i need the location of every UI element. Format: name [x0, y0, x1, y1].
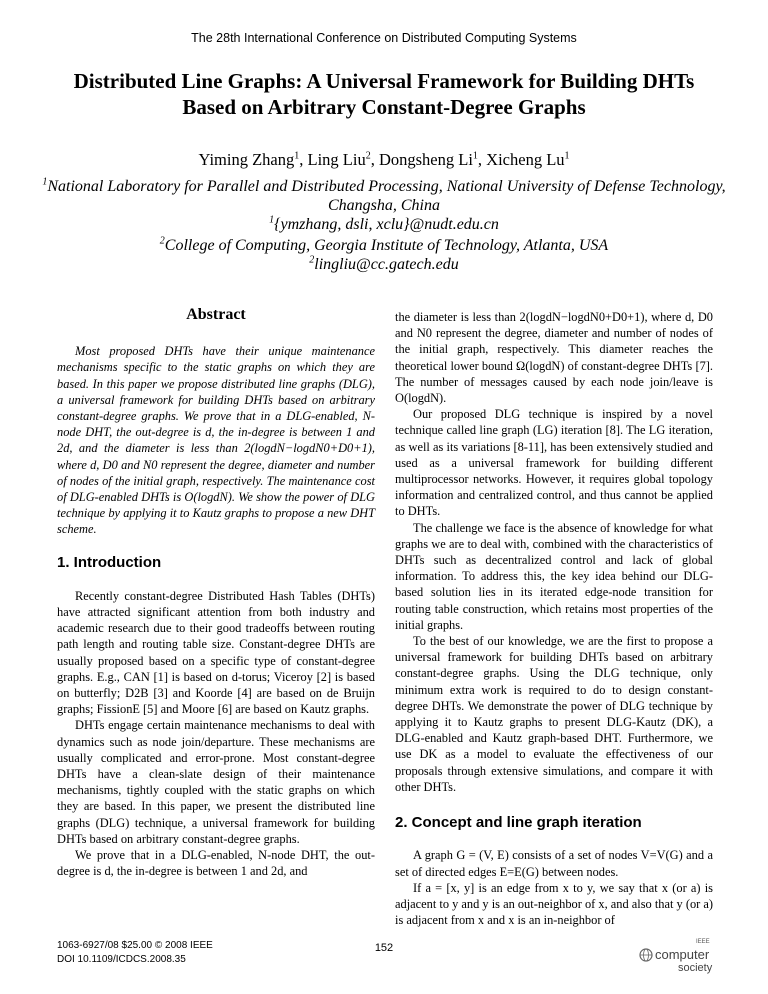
author-sup: 1 — [564, 150, 570, 162]
section-heading-concept: 2. Concept and line graph iteration — [395, 814, 642, 832]
affiliation-sup: 1 — [269, 214, 275, 226]
affiliation-text: National Laboratory for Parallel and Distributed Processing, National University of Defense Technology, Changsha, China — [47, 178, 726, 214]
doi-line: DOI 10.1109/ICDCS.2008.35 — [57, 954, 186, 965]
abstract-heading: Abstract — [186, 306, 246, 323]
body-paragraph: A graph G = (V, E) consists of a set of nodes V=V(G) and a set of directed edges E=E(G) between nodes. — [395, 848, 713, 879]
body-paragraph: the diameter is less than 2(logdN−logdN0+D0+1), where d, D0 and N0 represent the degree, diameter and number of nodes of the initial graph, respectively. This diameter reaches the theoretical lower bound Ω(logdN) of constant-degree DHTs [7]. The number of messages caused by each node join/leave is O(logdN). — [395, 310, 713, 406]
email-line — [40, 215, 728, 234]
author-name: Xicheng Lu — [486, 150, 565, 169]
author-sup: 2 — [365, 150, 371, 162]
affiliation-sup: 2 — [309, 254, 315, 266]
body-paragraph: The challenge we face is the absence of knowledge for what graphs we are to deal with, combined with the characteristics of DHTs such as decentralized control and lack of global information. To address this, the key idea behind our DLG-based solution lies in its iterated edge-node transition for routing table construction, which retains most properties of the initial graphs. — [395, 520, 713, 632]
affiliation — [40, 177, 728, 215]
abstract-text: Most proposed DHTs have their unique maintenance mechanisms specific to the static graphs on which they are based. In this paper we propose distributed line graphs (DLG), a universal framework for building DHTs based on arbitrary constant-degree graphs. We prove that in a DLG-enabled, N-node DHT, the out-degree is d, the in-degree is between 1 and 2d, and the diameter is less than 2(logdN−logdN0+D0+1), where d, D0 and N0 represent the degree, diameter and number of nodes of the initial graph, respectively. The maintenance cost of DLG-enabled DHTs is O(logdN). We show the power of DLG technique by applying it to Kautz graphs to propose a new DHT scheme. — [57, 344, 375, 537]
body-paragraph: To the best of our knowledge, we are the first to propose a universal framework for building DHTs based on arbitrary constant-degree graphs. Using the DLG technique, only minimum extra work is required to do to design constant-degree DHTs. We demonstrate the power of DLG technique by applying it to Kautz graphs to present DLG-Kautz (DK), a DLG-enabled and Kautz graph-based DHT. Furthermore, we use DK as a model to evaluate the effectiveness of our proposals through extensive simulations, and compare it with other DHTs. — [395, 634, 713, 794]
logo-text-top: IEEE — [696, 939, 710, 945]
logo-text-sub: society — [678, 962, 713, 974]
author-name: Ling Liu — [307, 150, 366, 169]
affiliation-sup: 2 — [159, 235, 165, 247]
email-text: lingliu@cc.gatech.edu — [314, 256, 459, 273]
body-paragraph: DHTs engage certain maintenance mechanisms to deal with dynamics such as node join/departure. These mechanisms are usually complicated and error-prone. Most constant-degree DHTs have a clean-slate design of their maintenance mechanisms, tightly coupled with the static graphs on which they are based. In this paper, we present the distributed line graphs (DLG) technique, a universal framework for building DHTs based on arbitrary constant-degree graphs. — [57, 718, 375, 846]
ieee-computer-society-logo — [638, 935, 718, 975]
page-number: 152 — [374, 942, 394, 954]
author-name: Dongsheng Li — [378, 150, 473, 169]
section-heading-introduction: 1. Introduction — [57, 553, 162, 571]
email-line — [40, 255, 728, 274]
author-sup: 1 — [294, 150, 300, 162]
author-sup: 1 — [472, 150, 478, 162]
author-name: Yiming Zhang — [198, 150, 295, 169]
email-text: {ymzhang, dsli, xclu}@nudt.edu.cn — [274, 216, 499, 233]
author-line: Yiming Zhang$^1$, Ling Liu$^2$, Dongsheng Li$^1$, Xicheng Lu$^1$ — [198, 150, 570, 169]
right-column — [395, 309, 713, 928]
body-paragraph: We prove that in a DLG-enabled, N-node DHT, the out-degree is d, the in-degree is between 1 and 2d, and — [57, 848, 375, 879]
affiliation-sup: 1 — [42, 176, 48, 188]
price-line: 1063-6927/08 $25.00 © 2008 IEEE — [57, 940, 213, 951]
affiliation — [40, 236, 728, 255]
body-paragraph: If a = [x, y] is an edge from x to y, we say that x (or a) is adjacent to y and y is an out-neighbor of x, and also that y (or a) is adjacent from x and x is an in-neighbor of — [395, 880, 713, 928]
body-paragraph: Recently constant-degree Distributed Hash Tables (DHTs) have attracted significant attention from both industry and academic research due to their good tradeoffs between routing path length and routing table size. Constant-degree DHTs are usually proposed based on a specific type of constant-degree graphs. E.g., CAN [1] is based on d-torus; Viceroy [2] is based on butterfly; D2B [3] and Koorde [4] are based on de Bruijn graphs; FissionE [5] and Moore [6] are based on Kautz graphs. — [57, 588, 375, 717]
logo-text-main: computer — [655, 947, 710, 962]
left-column — [57, 307, 375, 880]
paper-title: Distributed Line Graphs: A Universal Framework for Building DHTs Based on Arbitrary Constant-Degree Graphs — [73, 69, 695, 119]
affiliation-text: College of Computing, Georgia Institute of Technology, Atlanta, USA — [164, 237, 609, 254]
conference-name: The 28th International Conference on Distributed Computing Systems — [191, 31, 577, 45]
body-paragraph: Our proposed DLG technique is inspired by a novel technique called line graph (LG) iteration [8]. The LG iteration, as well as its variations [8-11], has been extensively studied and used as a universal framework for building different multiprocessor networks. However, it requires global topology information and centralized control, and thus cannot be applied to DHTs. — [395, 407, 713, 519]
